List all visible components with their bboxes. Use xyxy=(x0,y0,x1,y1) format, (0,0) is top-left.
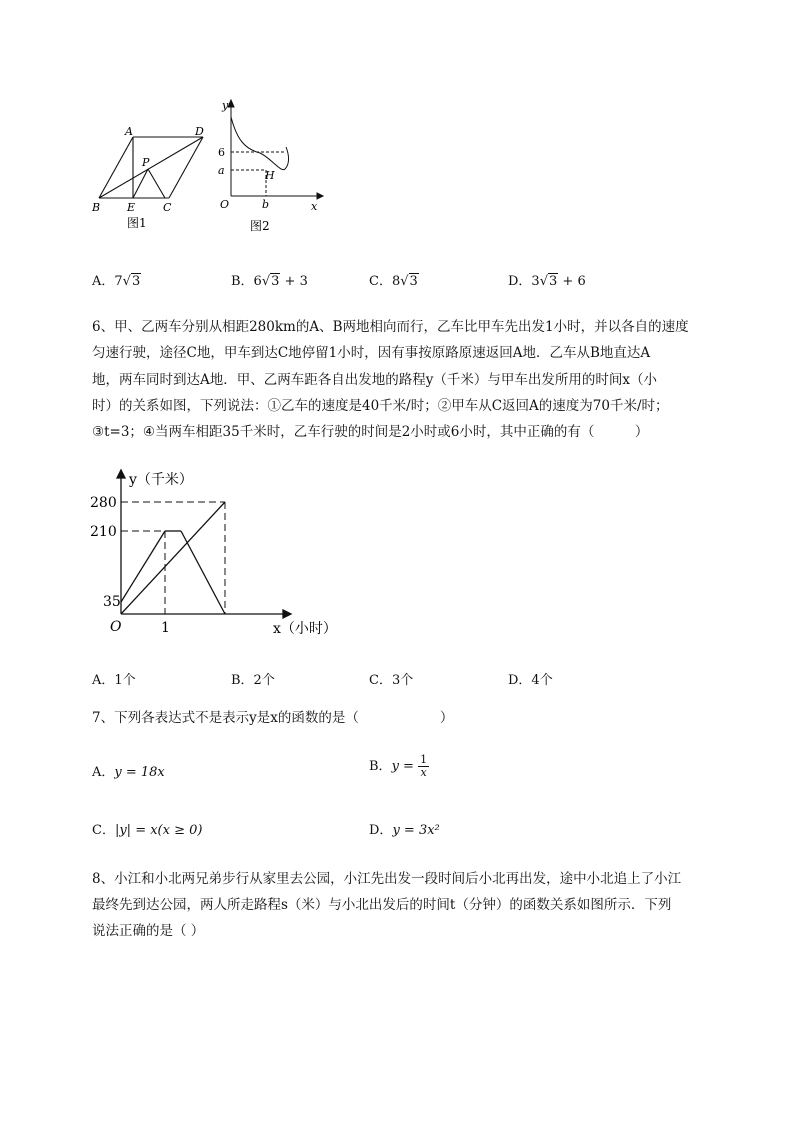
fig2-label-6: 6 xyxy=(218,146,225,159)
q6-option-b[interactable]: B．2个 xyxy=(231,673,275,688)
q6-option-c[interactable]: C．3个 xyxy=(369,673,414,688)
q6-text-line-3: 地，两车同时到达A地．甲、乙两车距各自出发地的路程y（千米）与甲车出发所用的时间x（小 xyxy=(92,372,657,388)
q6-option-d[interactable]: D．4个 xyxy=(508,673,553,688)
line-car-a-return xyxy=(181,531,225,614)
q7-option-b[interactable]: B．y = $\frac{1}{x}$ xyxy=(369,753,428,779)
fig1-caption: 图1 xyxy=(127,216,147,230)
q6-distance-time-graph xyxy=(85,462,365,647)
fig1-label-B: B xyxy=(92,201,101,214)
y-tick-280: 280 xyxy=(90,495,117,511)
q6-option-a[interactable]: A．1个 xyxy=(92,673,136,688)
q7-option-c[interactable]: C．|y| = x(x ≥ 0) xyxy=(92,823,203,838)
fig2-label-O: O xyxy=(220,198,230,211)
line-car-b xyxy=(121,502,225,614)
fig2-label-x: x xyxy=(311,200,318,213)
figure-2-graph xyxy=(228,100,323,199)
q5-option-d[interactable]: D．3√3 + 6 xyxy=(508,274,586,289)
q6-text-line-5: ③t=3；④当两车相距35千米时，乙车行驶的时间是2小时或6小时，其中正确的有（ ） xyxy=(92,424,649,440)
q6-text-line-2: 匀速行驶，途径C地，甲车到达C地停留1小时，因有事按原路原速返回A地．乙车从B地直达A xyxy=(92,345,651,361)
fig1-label-A: A xyxy=(125,125,133,138)
q8-text-line-1: 8、小江和小北两兄弟步行从家里去公园，小江先出发一段时间后小北再出发，途中小北追上了小江 xyxy=(92,871,682,887)
q6-text-line-4: 时）的关系如图，下列说法：①乙车的速度是40千米/时；②甲车从C返回A的速度为70千米/时； xyxy=(92,398,669,414)
fig1-label-P: P xyxy=(142,156,150,169)
q5-option-c[interactable]: C．8√3 xyxy=(369,274,418,289)
y-tick-35: 35 xyxy=(103,594,121,610)
fig1-label-D: D xyxy=(195,125,204,138)
fig2-caption: 图2 xyxy=(250,219,270,233)
q6-text-line-1: 6、甲、乙两车分别从相距280km的A、B两地相向而行，乙车比甲车先出发1小时，并以各自的速度 xyxy=(92,319,689,335)
x-axis-label: x（小时） xyxy=(273,621,337,637)
fig1-label-E: E xyxy=(127,201,136,214)
fig1-label-C: C xyxy=(163,201,172,214)
y-tick-210: 210 xyxy=(90,524,117,540)
line-car-a-out xyxy=(121,531,165,602)
y-axis-label: y（千米） xyxy=(129,472,193,488)
fig2-label-a: a xyxy=(218,164,225,177)
x-tick-1: 1 xyxy=(161,620,170,636)
fig2-label-b: b xyxy=(262,198,270,211)
origin-label: O xyxy=(110,619,122,635)
q8-text-line-3: 说法正确的是（ ） xyxy=(92,923,205,939)
q7-option-d[interactable]: D．y = 3x² xyxy=(369,823,440,838)
fig2-label-H: H xyxy=(265,169,275,182)
q5-option-a[interactable]: A．7√3 xyxy=(92,274,141,289)
q7-option-a[interactable]: A．y = 18x xyxy=(92,765,165,780)
figure-1-parallelogram xyxy=(99,137,203,198)
q8-text-line-2: 最终先到达公园，两人所走路程s（米）与小北出发后的时间t（分钟）的函数关系如图所示．下列 xyxy=(92,897,672,913)
q5-option-b[interactable]: B．6√3 + 3 xyxy=(231,274,308,289)
q5-figures xyxy=(85,95,345,240)
q7-stem: 7、下列各表达式不是表示y是x的函数的是（ ） xyxy=(92,710,454,726)
fig2-label-y: y xyxy=(222,99,229,112)
